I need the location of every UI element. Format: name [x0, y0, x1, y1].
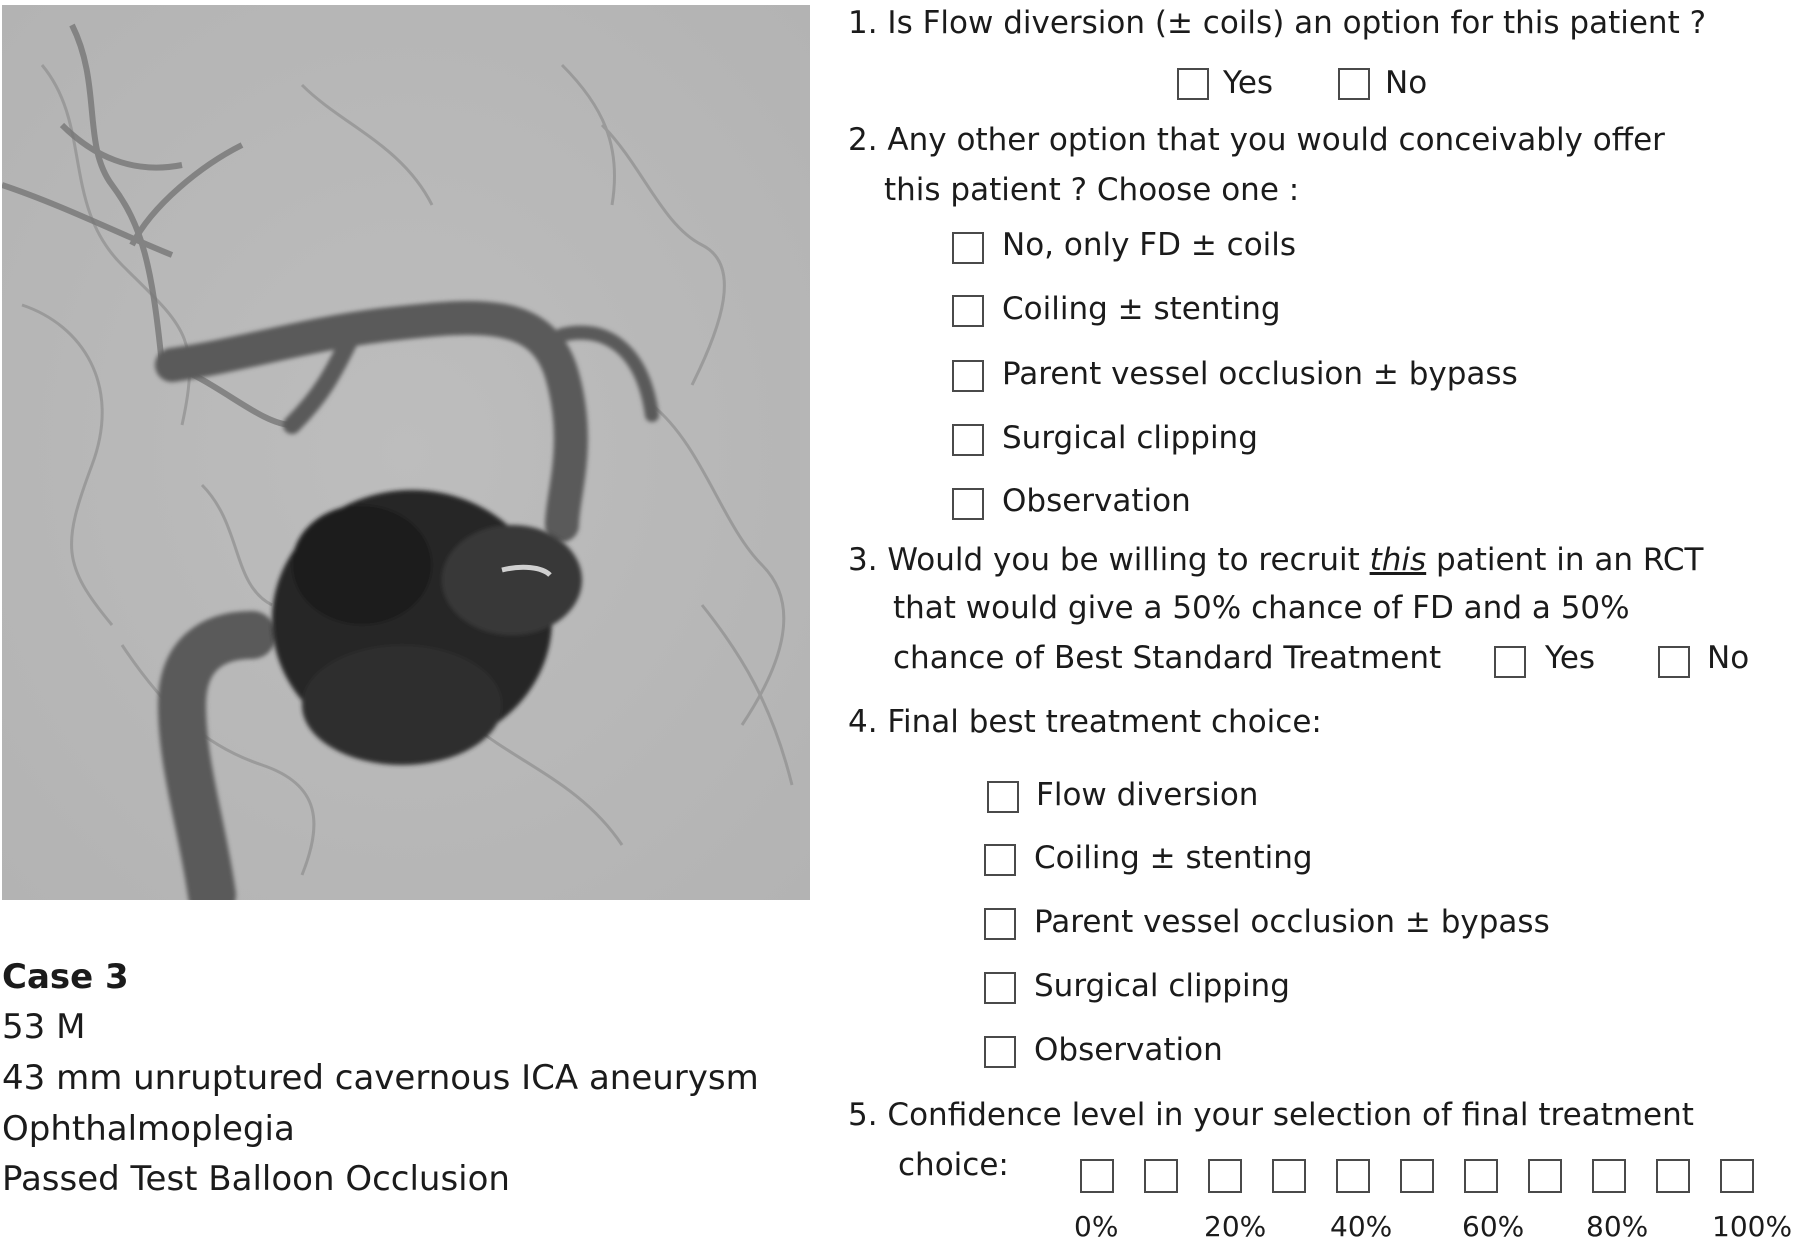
- q4-text: 4. Final best treatment choice:: [848, 704, 1322, 740]
- q3-text-line1-emphasis: this: [1369, 542, 1427, 578]
- q2-option-fd-checkbox[interactable]: [952, 232, 984, 264]
- q3-yes-label: Yes: [1545, 640, 1596, 676]
- q3-no-checkbox[interactable]: [1658, 646, 1690, 678]
- q1-yes-checkbox[interactable]: [1177, 68, 1209, 100]
- q5-scale-checkbox[interactable]: [1720, 1159, 1754, 1193]
- q5-scale-checkbox[interactable]: [1656, 1159, 1690, 1193]
- q3-text-line1-pre: 3. Would you be willing to recruit: [848, 542, 1370, 578]
- q5-text-line1: 5. Confidence level in your selection of final treatment: [848, 1097, 1694, 1133]
- q4-option-observation-checkbox[interactable]: [984, 1036, 1016, 1068]
- q3-text-line3: chance of Best Standard Treatment: [893, 640, 1442, 676]
- q5-scale-label-100: 100%: [1712, 1210, 1793, 1243]
- q5-scale-checkbox[interactable]: [1592, 1159, 1626, 1193]
- q4-option-flow-diversion-label: Flow diversion: [1036, 777, 1259, 813]
- q4-option-pvo-label: Parent vessel occlusion ± bypass: [1034, 904, 1550, 940]
- q5-scale-checkbox[interactable]: [1272, 1159, 1306, 1193]
- q5-scale-label-0: 0%: [1074, 1210, 1119, 1243]
- q2-option-clipping-checkbox[interactable]: [952, 424, 984, 456]
- q1-yes-label: Yes: [1223, 65, 1274, 101]
- q5-scale-checkbox[interactable]: [1336, 1159, 1370, 1193]
- q3-yes-checkbox[interactable]: [1494, 646, 1526, 678]
- q5-scale-checkbox[interactable]: [1080, 1159, 1114, 1193]
- q5-scale-label-20: 20%: [1204, 1210, 1267, 1243]
- q3-text-line1-post: patient in an RCT: [1426, 542, 1704, 578]
- q3-text-line2: that would give a 50% chance of FD and a 50%: [893, 590, 1630, 626]
- q4-option-coiling-label: Coiling ± stenting: [1034, 840, 1313, 876]
- q1-no-label: No: [1385, 65, 1428, 101]
- q5-text-line2: choice:: [898, 1147, 1009, 1183]
- q5-scale-label-40: 40%: [1330, 1210, 1393, 1243]
- q5-scale-checkbox[interactable]: [1400, 1159, 1434, 1193]
- q5-scale-checkbox[interactable]: [1144, 1159, 1178, 1193]
- q4-option-clipping-checkbox[interactable]: [984, 972, 1016, 1004]
- q2-text-line1: 2. Any other option that you would conceivably offer: [848, 122, 1665, 158]
- q2-text-line2: this patient ? Choose one :: [884, 172, 1300, 208]
- q2-option-coiling-label: Coiling ± stenting: [1002, 291, 1281, 327]
- q4-option-pvo-checkbox[interactable]: [984, 908, 1016, 940]
- q2-option-coiling-checkbox[interactable]: [952, 295, 984, 327]
- q2-option-clipping-label: Surgical clipping: [1002, 420, 1258, 456]
- q2-option-observation-label: Observation: [1002, 483, 1191, 519]
- q4-option-flow-diversion-checkbox[interactable]: [987, 781, 1019, 813]
- q3-no-label: No: [1707, 640, 1750, 676]
- case-title: Case 3: [2, 957, 129, 997]
- q2-option-observation-checkbox[interactable]: [952, 488, 984, 520]
- q2-option-pvo-checkbox[interactable]: [952, 360, 984, 392]
- q2-option-pvo-label: Parent vessel occlusion ± bypass: [1002, 356, 1518, 392]
- case-symptom: Ophthalmoplegia: [2, 1109, 295, 1149]
- q4-option-coiling-checkbox[interactable]: [984, 844, 1016, 876]
- angiogram-image: [2, 5, 810, 900]
- q5-scale-checkbox[interactable]: [1208, 1159, 1242, 1193]
- case-test: Passed Test Balloon Occlusion: [2, 1159, 510, 1199]
- q5-scale-label-60: 60%: [1462, 1210, 1525, 1243]
- q2-option-fd-label: No, only FD ± coils: [1002, 227, 1297, 263]
- q1-no-checkbox[interactable]: [1338, 68, 1370, 100]
- case-diagnosis: 43 mm unruptured cavernous ICA aneurysm: [2, 1058, 759, 1098]
- q5-scale-label-80: 80%: [1586, 1210, 1649, 1243]
- case-age-sex: 53 M: [2, 1007, 86, 1047]
- q1-text: 1. Is Flow diversion (± coils) an option for this patient ?: [848, 5, 1707, 41]
- q4-option-clipping-label: Surgical clipping: [1034, 968, 1290, 1004]
- q5-scale-checkbox[interactable]: [1528, 1159, 1562, 1193]
- q3-text-line1: [848, 540, 1703, 580]
- q4-option-observation-label: Observation: [1034, 1032, 1223, 1068]
- q5-scale-checkbox[interactable]: [1464, 1159, 1498, 1193]
